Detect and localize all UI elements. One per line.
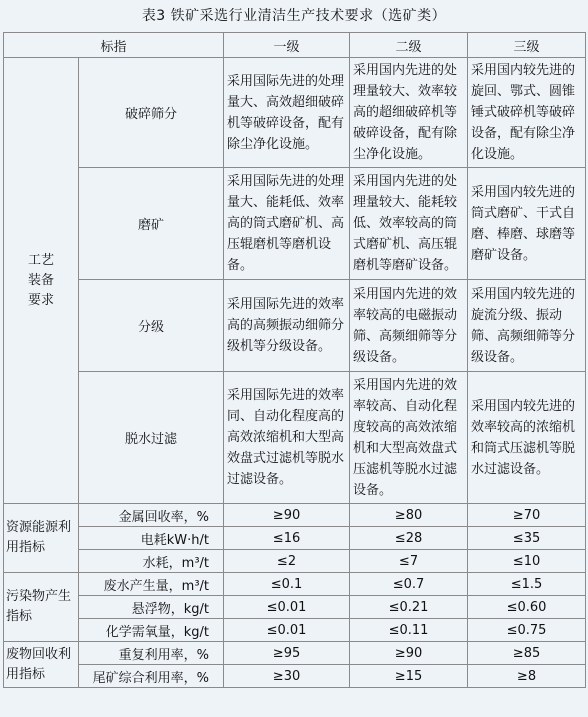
header-level1: 一级 bbox=[224, 33, 350, 58]
level3-cell: 采用国内较先进的旋流分级、振动筛、高频细筛等分级设备。 bbox=[468, 280, 586, 372]
table-row bbox=[4, 619, 586, 642]
level2-cell: ≥80 bbox=[350, 504, 468, 527]
level3-cell: ≤0.60 bbox=[468, 596, 586, 619]
subitem-name: 水耗，m³/t bbox=[79, 550, 224, 573]
requirements-table bbox=[3, 32, 586, 688]
subitem-name: 磨矿 bbox=[79, 168, 224, 280]
category-waste: 废物回收利用指标 bbox=[4, 642, 79, 688]
level2-cell: 采用国内先进的处理量较大、效率较高的超细破碎机等破碎设备，配有除尘净化设施。 bbox=[350, 58, 468, 168]
subitem-name: 破碎筛分 bbox=[79, 58, 224, 168]
subitem-name: 重复利用率，% bbox=[79, 642, 224, 665]
category-resource: 资源能源利用指标 bbox=[4, 504, 79, 573]
level2-cell: ≥15 bbox=[350, 665, 468, 688]
table-row bbox=[4, 573, 586, 596]
table-row bbox=[4, 168, 586, 280]
table-row bbox=[4, 527, 586, 550]
subitem-name: 悬浮物，kg/t bbox=[79, 596, 224, 619]
level2-cell: 采用国内先进的效率较高、自动化程度较高的高效浓缩机和大型高效盘式压滤机等脱水过滤设备。 bbox=[350, 372, 468, 504]
subitem-name: 电耗kW·h/t bbox=[79, 527, 224, 550]
subitem-name: 废水产生量，m³/t bbox=[79, 573, 224, 596]
level3-cell: ≤35 bbox=[468, 527, 586, 550]
level1-cell: 采用国际先进的处理量大、高效超细破碎机等破碎设备，配有除尘净化设施。 bbox=[224, 58, 350, 168]
level1-cell: 采用国际先进的效率同、自动化程度高的高效浓缩机和大型高效盘式过滤机等脱水过滤设备。 bbox=[224, 372, 350, 504]
level3-cell: 采用国内较先进的效率较高的浓缩机和筒式压滤机等脱水过滤设备。 bbox=[468, 372, 586, 504]
table-row bbox=[4, 550, 586, 573]
level1-cell: ≥95 bbox=[224, 642, 350, 665]
level2-cell: 采用国内先进的效率较高的电磁振动筛、高频细筛等分级设备。 bbox=[350, 280, 468, 372]
level2-cell: 采用国内先进的处理量较大、能耗较低、效率较高的筒式磨矿机、高压辊磨机等磨矿设备。 bbox=[350, 168, 468, 280]
subitem-name: 分级 bbox=[79, 280, 224, 372]
table-row bbox=[4, 280, 586, 372]
subitem-name: 尾矿综合利用率，% bbox=[79, 665, 224, 688]
level1-cell: 采用国际先进的处理量大、能耗低、效率高的筒式磨矿机、高压辊磨机等磨机设备。 bbox=[224, 168, 350, 280]
subitem-name: 金属回收率，% bbox=[79, 504, 224, 527]
level1-cell: ≤0.01 bbox=[224, 596, 350, 619]
header-level3: 三级 bbox=[468, 33, 586, 58]
level3-cell: ≥8 bbox=[468, 665, 586, 688]
level1-cell: ≤0.01 bbox=[224, 619, 350, 642]
table-row bbox=[4, 665, 586, 688]
level1-cell: ≥90 bbox=[224, 504, 350, 527]
category-pollution: 污染物产生指标 bbox=[4, 573, 79, 642]
subitem-name: 脱水过滤 bbox=[79, 372, 224, 504]
header-level2: 二级 bbox=[350, 33, 468, 58]
level2-cell: ≤0.21 bbox=[350, 596, 468, 619]
level3-cell: ≤10 bbox=[468, 550, 586, 573]
level1-cell: ≥30 bbox=[224, 665, 350, 688]
level3-cell: 采用国内较先进的筒式磨矿、干式自磨、棒磨、球磨等磨矿设备。 bbox=[468, 168, 586, 280]
level3-cell: ≤0.75 bbox=[468, 619, 586, 642]
subitem-name: 化学需氧量，kg/t bbox=[79, 619, 224, 642]
level1-cell: 采用国际先进的效率高的高频振动细筛分级机等分级设备。 bbox=[224, 280, 350, 372]
level3-cell: ≤1.5 bbox=[468, 573, 586, 596]
table-row bbox=[4, 596, 586, 619]
level3-cell: ≥70 bbox=[468, 504, 586, 527]
level1-cell: ≤2 bbox=[224, 550, 350, 573]
table-row bbox=[4, 58, 586, 168]
level2-cell: ≤7 bbox=[350, 550, 468, 573]
level2-cell: ≤0.11 bbox=[350, 619, 468, 642]
level1-cell: ≤16 bbox=[224, 527, 350, 550]
level1-cell: ≤0.1 bbox=[224, 573, 350, 596]
level3-cell: 采用国内较先进的旋回、鄂式、圆锥锤式破碎机等破碎设备，配有除尘净化设施。 bbox=[468, 58, 586, 168]
table-title: 表3 铁矿采选行业清洁生产技术要求（选矿类） bbox=[141, 8, 447, 24]
level2-cell: ≥90 bbox=[350, 642, 468, 665]
table-row bbox=[4, 372, 586, 504]
header-indicator: 标指 bbox=[4, 33, 224, 58]
level2-cell: ≤0.7 bbox=[350, 573, 468, 596]
table-row bbox=[4, 504, 586, 527]
header-row bbox=[4, 33, 586, 58]
level2-cell: ≤28 bbox=[350, 527, 468, 550]
category-process: 工艺 装备 要求 bbox=[4, 58, 79, 504]
level3-cell: ≥85 bbox=[468, 642, 586, 665]
table-row bbox=[4, 642, 586, 665]
